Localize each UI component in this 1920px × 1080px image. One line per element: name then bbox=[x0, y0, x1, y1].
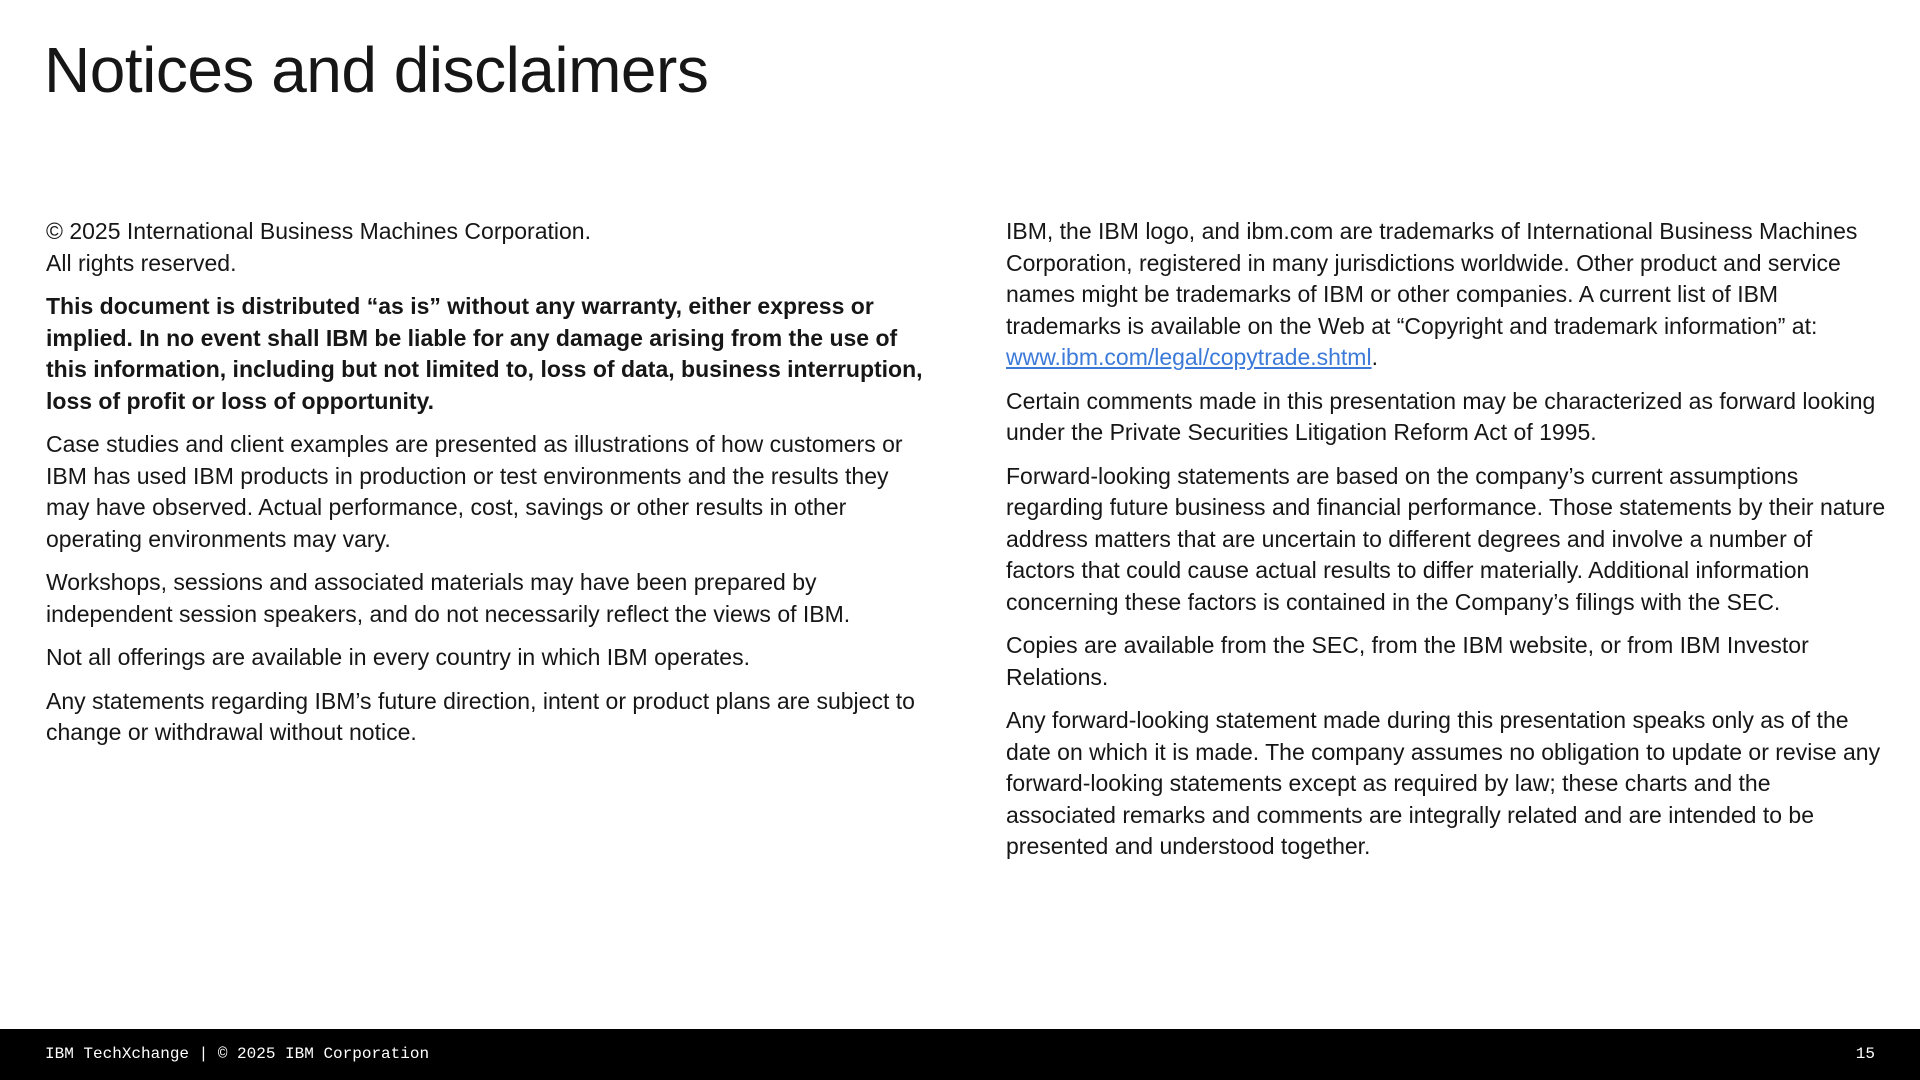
any-forward-paragraph: Any forward-looking statement made during this presentation speaks only as of the date on which it is made. The company assumes no obligation to update or revise any forward-looking statements except as required by law; these charts and the associated remarks and comments are integrally related and are intended to be presented and understood together. bbox=[1006, 707, 1881, 859]
footer-bar bbox=[0, 1029, 1920, 1080]
trademarks-end: . bbox=[1371, 344, 1378, 370]
trademarks-text: IBM, the IBM logo, and ibm.com are trademarks of International Business Machines Corporation, registered in many jurisdictions worldwide. Other product and service names might be trademarks of IBM or other companies. A current list of IBM trademarks is available on the Web at “Copyright and trademark information” at: bbox=[1006, 218, 1858, 339]
copyright-line-2: All rights reserved. bbox=[46, 249, 237, 276]
copytrade-link[interactable]: www.ibm.com/legal/copytrade.shtml bbox=[1006, 344, 1372, 370]
future-direction-paragraph: Any statements regarding IBM’s future direction, intent or product plans are subject to change or withdrawal without notice. bbox=[46, 687, 915, 745]
left-column bbox=[46, 216, 926, 761]
copyright-line-1: © 2025 International Business Machines Corporation. bbox=[46, 218, 591, 244]
forward-comments-paragraph: Certain comments made in this presentation may be characterized as forward looking under the Private Securities Litigation Reform Act of 1995. bbox=[1006, 387, 1876, 445]
page-number: 15 bbox=[1855, 1045, 1875, 1063]
offerings-paragraph: Not all offerings are available in every country in which IBM operates. bbox=[46, 644, 750, 670]
page-title: Notices and disclaimers bbox=[44, 34, 709, 106]
workshops-paragraph: Workshops, sessions and associated materials may have been prepared by independent session speakers, and do not necessarily reflect the views of IBM. bbox=[46, 569, 851, 627]
copies-paragraph: Copies are available from the SEC, from the IBM website, or from IBM Investor Relations. bbox=[1006, 632, 1809, 690]
forward-statements-paragraph: Forward-looking statements are based on the company’s current assumptions regarding future business and financial performance. Those statements by their nature address matters that are uncertain to different degrees and involve a number of factors that could cause actual results to differ materially. Additional information concerning these factors is contained in the Company’s filings with the SEC. bbox=[1006, 462, 1886, 615]
copyright-paragraph bbox=[46, 216, 926, 279]
case-studies-paragraph: Case studies and client examples are presented as illustrations of how customers or IBM has used IBM products in production or test environments and the results they may have observed. Actual performance, cost, savings or other results in other operating environments may vary. bbox=[46, 431, 903, 552]
warranty-disclaimer: This document is distributed “as is” without any warranty, either express or implied. In no event shall IBM be liable for any damage arising from the use of this information, including but not limited to, loss of data, business interruption, loss of profit or loss of opportunity. bbox=[46, 293, 923, 414]
footer-text: IBM TechXchange | © 2025 IBM Corporation bbox=[45, 1045, 430, 1063]
trademarks-paragraph bbox=[1006, 216, 1886, 374]
right-column bbox=[1006, 216, 1886, 875]
